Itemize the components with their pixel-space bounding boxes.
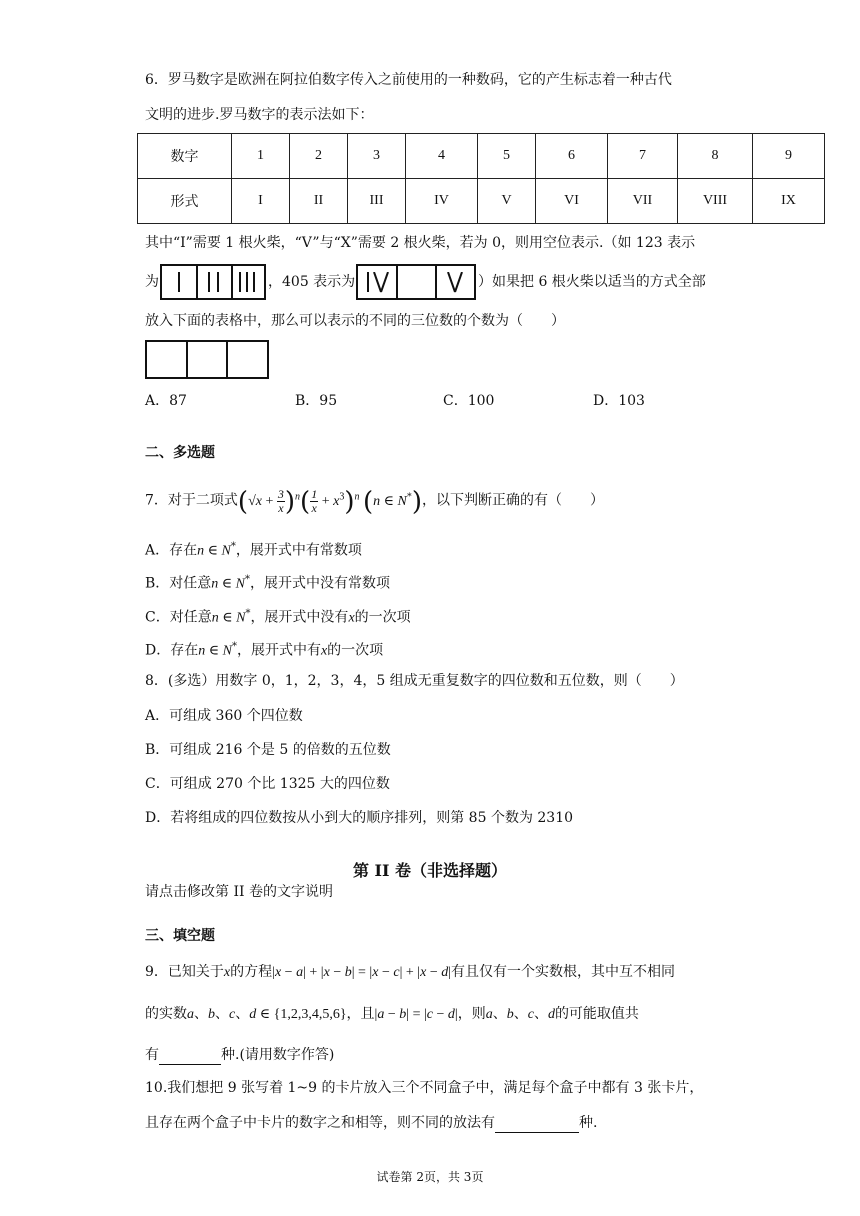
q6-line1: 6．罗马数字是欧洲在阿拉伯数字传入之前使用的一种数码，它的产生标志着一种古代 [145,72,672,88]
matchstick-icon [246,272,248,292]
q6-option-a: A．87 [145,393,187,409]
section-heading-fill-blank: 三、填空题 [145,928,215,944]
table-cell: 5 [478,134,536,179]
table-cell: 9 [753,134,825,179]
q9-line3: 有 种.(请用数字作答) [145,1044,334,1065]
q7-option-b: B．对任意n ∈ N*，展开式中没有常数项 [145,574,391,592]
table-cell: VI [536,179,608,224]
q7-stem [145,482,604,517]
binomial-expression: (√x + $\frac{3}{x}$ )$^n$( $\frac{1}{x}$ + $x^3)^n$ (n ∈ N*) [237,486,423,517]
matchstick-icon [367,272,369,292]
table-cell: 形式 [138,179,232,224]
q7-stem-text-a: 7．对于二项式 [145,492,238,509]
q7-option-a: A．存在n ∈ N*，展开式中有常数项 [145,541,362,559]
matchstick-box-123 [160,264,266,300]
empty-answer-box [145,340,269,379]
matchstick-box-405 [356,264,476,300]
q9-line2: 的实数a、b、c、d ∈ {1,2,3,4,5,6}，且|a − b| = |c − d|，则a、b、c、d的可能取值共 [145,1006,639,1022]
q6-line4b: ，405 表示为 [268,274,356,290]
table-cell: III [348,179,406,224]
q6-line3: 其中“I”需要 1 根火柴，“V”与“X”需要 2 根火柴，若为 0，则用空位表示.（如 123 表示 [145,235,696,251]
answer-blank[interactable] [495,1112,579,1133]
matchstick-icon [178,272,180,292]
q7-option-d: D．存在n ∈ N*，展开式中有x的一次项 [145,641,384,659]
table-cell: 7 [608,134,678,179]
table-cell: 6 [536,134,608,179]
matchstick-icon [217,272,219,292]
section-heading-multi-choice: 二、多选题 [145,445,215,461]
matchstick-cell [232,266,264,298]
q9-line1: 9．已知关于x的方程|x − a| + |x − b| = |x − c| + |x − d|有且仅有一个实数根，其中互不相同 [145,964,676,980]
q6-line2: 文明的进步.罗马数字的表示法如下： [145,107,374,123]
answer-blank[interactable] [159,1044,221,1065]
matchstick-cell [358,266,398,298]
matchstick-cell-empty [397,266,437,298]
matchstick-cell [436,266,474,298]
q10-line1: 10.我们想把 9 张写着 1~9 的卡片放入三个不同盒子中，满足每个盒子中都有 3 张卡片， [145,1080,704,1096]
table-cell: IV [406,179,478,224]
matchstick-cell [162,266,198,298]
q8-option-d: D．若将组成的四位数按从小到大的顺序排列，则第 85 个数为 2310 [145,810,574,826]
table-cell: II [290,179,348,224]
page-footer: 试卷第 2页，共 3页 [376,1170,484,1184]
roman-numeral-table [137,133,825,224]
table-cell: 8 [678,134,753,179]
table-cell: VIII [678,179,753,224]
matchstick-icon [239,272,241,292]
table-cell: 4 [406,134,478,179]
q6-line4a: 为 [145,274,159,290]
q6-option-d: D．103 [593,393,645,409]
v-matchstick-icon [373,272,389,293]
part2-title: 第 II 卷（非选择题） [352,861,508,880]
q7-option-c: C．对任意n ∈ N*，展开式中没有x的一次项 [145,608,411,626]
matchstick-cell [197,266,233,298]
table-row-forms [138,179,825,224]
q7-stem-text-b: ，以下判断正确的有（ ） [422,492,605,509]
v-matchstick-icon [447,272,463,293]
q8-option-a: A．可组成 360 个四位数 [145,708,303,724]
table-cell: 数字 [138,134,232,179]
table-cell: I [232,179,290,224]
table-cell: 2 [290,134,348,179]
table-cell: 3 [348,134,406,179]
table-cell: 1 [232,134,290,179]
q6-line5: 放入下面的表格中，那么可以表示的不同的三位数的个数为（ ） [145,313,565,329]
table-row-digits [138,134,825,179]
empty-cell [147,342,188,377]
matchstick-icon [208,272,210,292]
q8-option-c: C．可组成 270 个比 1325 大的四位数 [145,776,390,792]
table-cell: V [478,179,536,224]
table-cell: IX [753,179,825,224]
q10-line2: 且存在两个盒子中卡片的数字之和相等，则不同的放法有 种. [145,1112,597,1133]
q8-stem: 8．(多选）用数字 0，1，2，3，4，5 组成无重复数字的四位数和五位数，则（ ） [145,673,684,689]
q6-option-b: B．95 [295,393,338,409]
empty-cell [187,342,228,377]
part2-note: 请点击修改第 II 卷的文字说明 [145,884,333,900]
q6-line4c: ）如果把 6 根火柴以适当的方式全部 [478,274,706,290]
table-cell: VII [608,179,678,224]
q6-option-c: C．100 [443,393,495,409]
matchstick-icon [253,272,255,292]
q8-option-b: B．可组成 216 个是 5 的倍数的五位数 [145,742,391,758]
